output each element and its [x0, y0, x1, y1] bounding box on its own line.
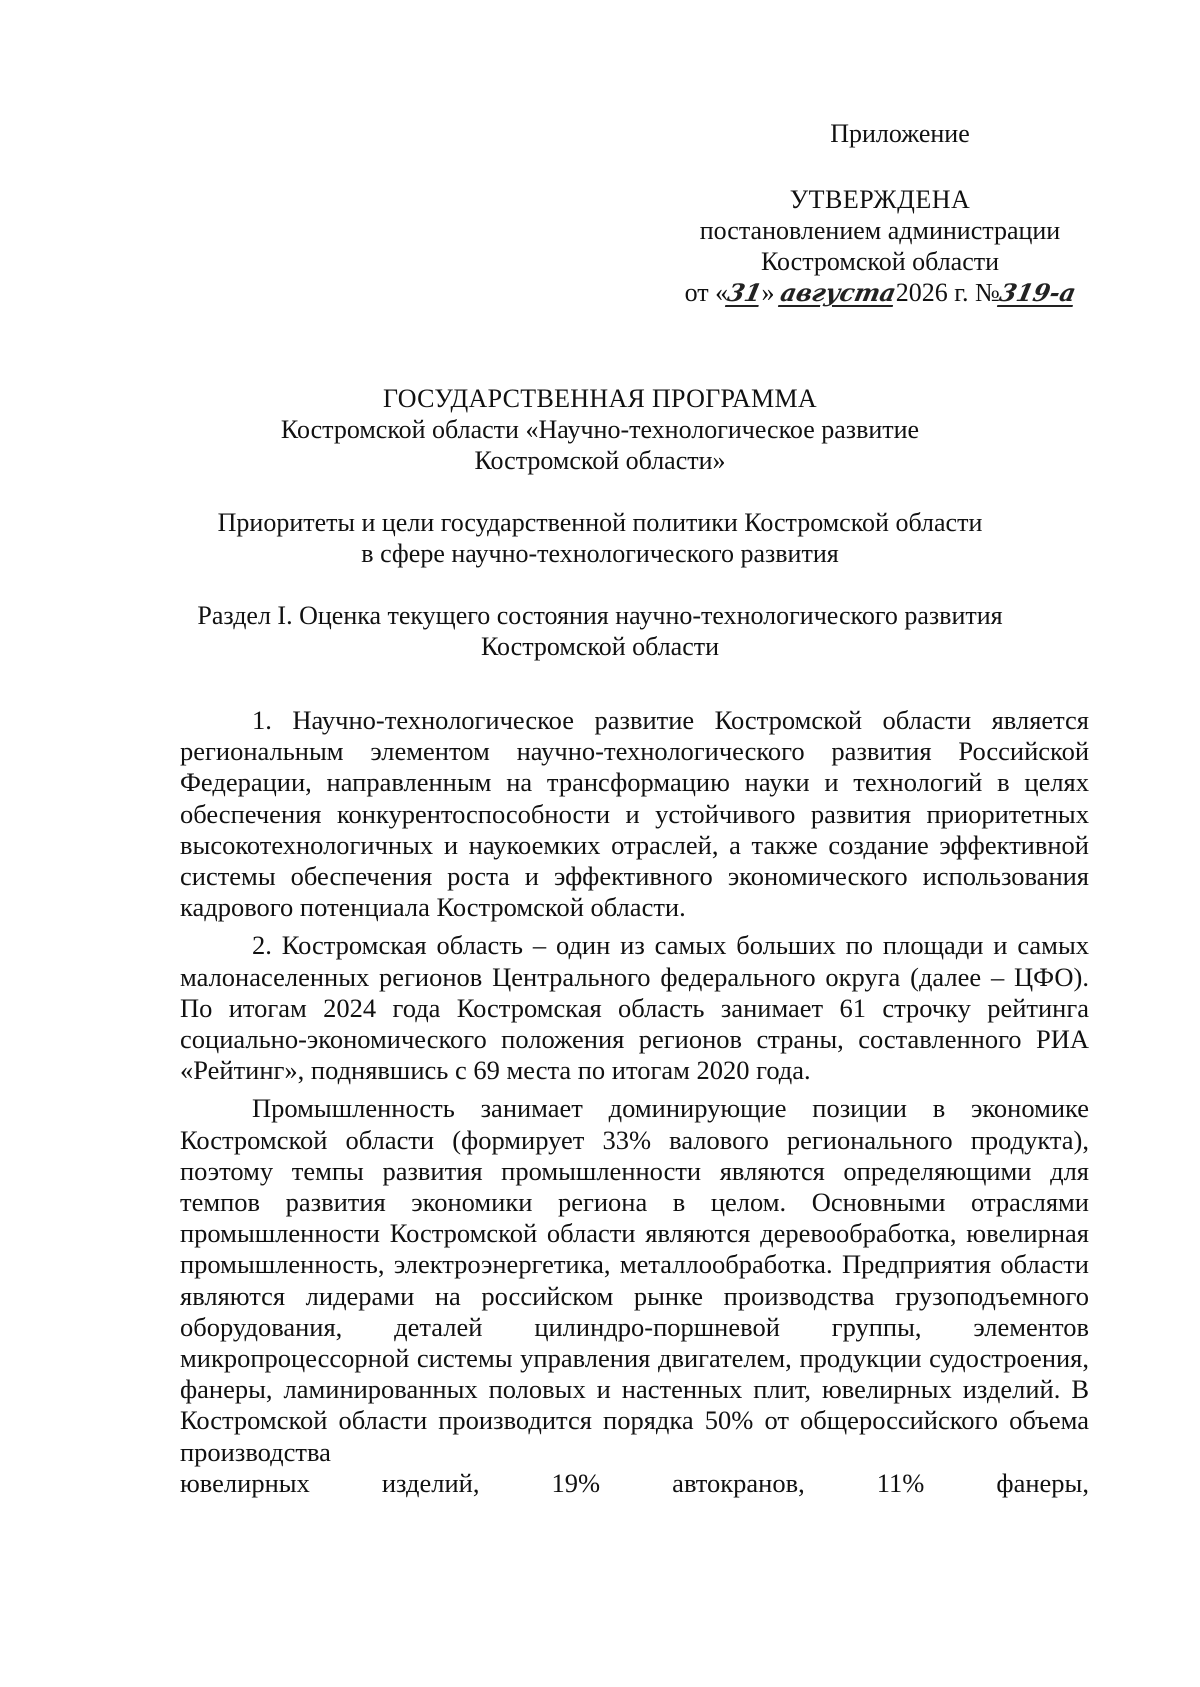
order-day: 31: [725, 278, 765, 307]
section-line2: Костромской области: [480, 632, 720, 661]
paragraph-2: 2. Костромская область – один из самых больших по площади и самых малонаселенных регионов Центрального федерального округа (далее – ЦФО). По итогам 2024 года Костромская область занимает 61 строчку рейтинга социально-экономического положения регионов страны, составленного РИА «Рейтинг», поднявшись с 69 места по итогам 2020 года.: [180, 930, 1089, 1086]
order-year: 2026 г. №: [895, 278, 1000, 307]
paragraph-3: Промышленность занимает доминирующие позиции в экономике Костромской области (формирует 33% валового регионального продукта), поэтому темпы развития промышленности являются определяющими для темпов развития экономики региона в целом. Основными отраслями промышленности Костромской области являются деревообработка, ювелирная промышленность, электроэнергетика, металлообработка. Предприятия области являются лидерами на российском рынке производства грузоподъемного оборудования, деталей цилиндро-поршневой группы, элементов микропроцессорной системы управления двигателем, продукции судостроения, фанеры, ламинированных половых и настенных плит, ювелирных изделий. В Костромской области производится порядка 50% от общероссийского объема производства: [180, 1093, 1089, 1467]
titles-block: [170, 383, 1030, 693]
approval-block: [600, 118, 1160, 308]
order-mid: »: [761, 278, 775, 307]
priorities-heading: [170, 507, 1030, 569]
section-heading: [170, 600, 1030, 662]
priorities-line1: Приоритеты и цели государственной политики Костромской области: [217, 508, 983, 537]
paragraph-1: 1. Научно-технологическое развитие Костромской области является региональным элементом научно-технологического развития Российской Федерации, направленным на трансформацию науки и технологий в целях обеспечения конкурентоспособности и устойчивого развития приоритетных высокотехнологичных и наукоемких отраслей, а также создание эффективной системы обеспечения роста и эффективного экономического использования кадрового потенциала Костромской области.: [180, 705, 1089, 923]
program-title-block: [170, 383, 1030, 476]
body-text: [180, 705, 1089, 1499]
program-title: ГОСУДАРСТВЕННАЯ ПРОГРАММА: [383, 384, 817, 413]
priorities-line2: в сфере научно-технологического развития: [361, 539, 839, 568]
order-prefix: от «: [684, 278, 729, 307]
order-line: [600, 277, 1160, 308]
section-line1: Раздел I. Оценка текущего состояния научно-технологического развития: [197, 601, 1003, 630]
approved-region-line: Костромской области: [760, 247, 1000, 276]
order-month: августа: [777, 278, 899, 307]
approved-label: УТВЕРЖДЕНА: [789, 185, 971, 214]
approved-by-line: постановлением администрации: [699, 216, 1061, 245]
program-subtitle-line2: Костромской области»: [474, 446, 726, 475]
paragraph-3-last-line: ювелирных изделий, 19% автокранов, 11% фанеры,: [180, 1467, 1089, 1498]
order-number: 319-а: [996, 278, 1079, 307]
program-subtitle-line1: Костромской области «Научно-технологическое развитие: [280, 415, 920, 444]
appendix-label: Приложение: [830, 119, 970, 148]
